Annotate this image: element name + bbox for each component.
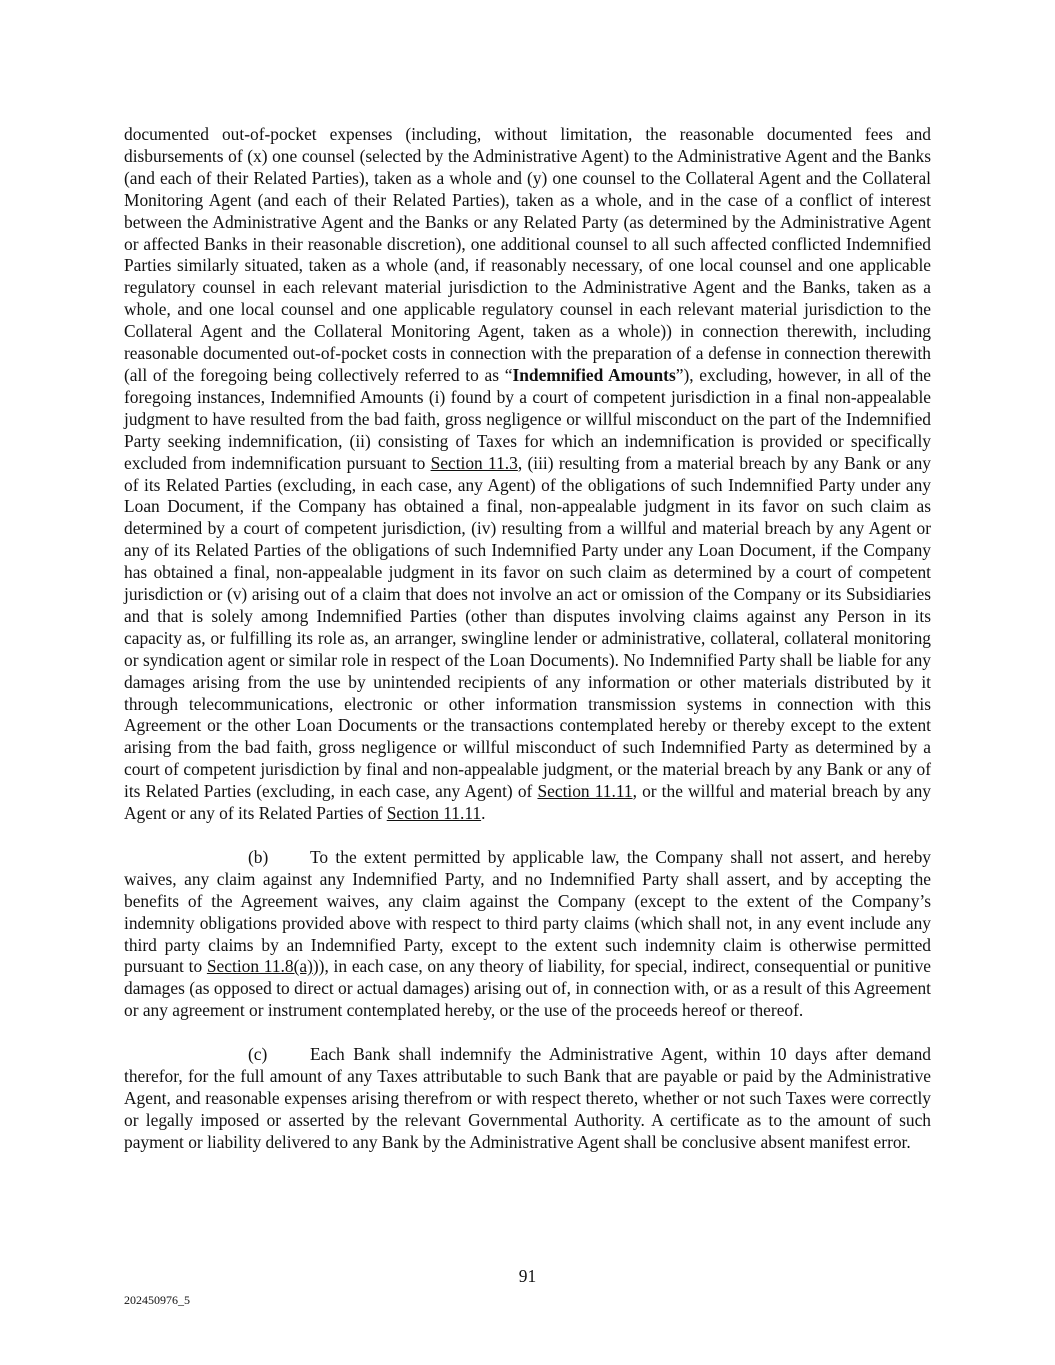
paragraph-b-label: (b) bbox=[248, 846, 269, 867]
para-a-text-5: . bbox=[481, 803, 486, 824]
para-b-text-2: )), in each case, on any theory of liability, for special, indirect, consequential or punitive damages (as opposed to direct or actual damages) arising out of, in connection with, or as a result of this Agreement or any agreement or instrument contemplated hereby, or the use of the proceeds hereof or thereof. bbox=[124, 956, 931, 1021]
document-id: 202450976_5 bbox=[124, 1293, 190, 1307]
para-a-text-1: documented out-of-pocket expenses (including, without limitation, the reasonable documented fees and disbursements of (x) one counsel (selected by the Administrative Agent) to the Administrative Agent and the Banks (and each of their Related Parties), taken as a whole and (y) one counsel to the Collateral Agent and the Collateral Monitoring Agent (and each of their Related Parties), taken as a whole, and in the case of a conflict of interest between the Administrative Agent and the Banks or any Related Party (as determined by the Administrative Agent or affected Banks in their reasonable discretion), one additional counsel to all such affected conflicted Indemnified Parties similarly situated, taken as a whole (and, if reasonably necessary, of one local counsel and one applicable regulatory counsel in each relevant material jurisdiction to the Administrative Agent and the Banks, taken as a whole, and one local counsel and one applicable regulatory counsel in each relevant material jurisdiction to the Collateral Agent and the Collateral Monitoring Agent, taken as a whole)) in connection therewith, including reasonable documented out-of-pocket costs in connection with the preparation of a defense in connection therewith (all of the foregoing being collectively referred to as “ bbox=[124, 124, 931, 385]
page-number: 91 bbox=[518, 1266, 537, 1286]
paragraph-c bbox=[124, 1044, 931, 1154]
section-reference-11-3: Section 11.3 bbox=[430, 452, 518, 473]
para-b-text-1: To the extent permitted by applicable law, the Company shall not assert, and hereby waives, any claim against any Indemnified Party, and no Indemnified Party shall assert, and by accepting the benefits of the Agreement waives, any claim against the Company (except to the extent of the Company’s indemnity obligations provided above with respect to third party claims (which shall not, in any event include any third party claims by an Indemnified Party, except to the extent such indemnity claim is otherwise permitted pursuant to bbox=[124, 846, 931, 977]
paragraph-a bbox=[124, 124, 931, 825]
para-a-text-3: , (iii) resulting from a material breach by any Bank or any of its Related Parties (excluding, in each case, any Agent) of the obligations of such Indemnified Party under any Loan Document, if the Company has obtained a final, non-appealable judgment in its favor on such claim as determined by a court of competent jurisdiction, (iv) resulting from a willful and material breach by any Agent or any of its Related Parties of the obligations of such Indemnified Party under any Loan Document, if the Company has obtained a final, non-appealable judgment in its favor on such claim as determined by a court of competent jurisdiction or (v) arising out of a claim that does not involve an act or omission of the Company or its Subsidiaries and that is solely among Indemnified Parties (other than disputes involving claims against any Person in its capacity as, or fulfilling its role as, an arranger, swingline lender or administrative, collateral, collateral monitoring or syndication agent or similar role in respect of the Loan Documents). No Indemnified Party shall be liable for any damages arising from the use by unintended recipients of any information or other materials distributed by it through telecommunications, electronic or other information transmission systems in connection with this Agreement or the other Loan Documents or the transactions contemplated hereby or thereby except to the extent arising from the bad faith, gross negligence or willful misconduct of such Indemnified Party as determined by a court of competent jurisdiction by final and non-appealable judgment, or the material breach by any Bank or any of its Related Parties (excluding, in each case, any Agent) of bbox=[124, 452, 931, 802]
section-reference-11-8a: Section 11.8(a) bbox=[206, 956, 313, 977]
paragraph-c-label: (c) bbox=[248, 1044, 268, 1065]
section-reference-11-11-first: Section 11.11 bbox=[537, 781, 633, 802]
body-text bbox=[124, 124, 931, 1154]
section-reference-11-11-second: Section 11.11 bbox=[386, 803, 482, 824]
para-a-text-2: ”), excluding, however, in all of the foregoing instances, Indemnified Amounts (i) found by a court of competent jurisdiction in a final non-appealable judgment to have resulted from the bad faith, gross negligence or willful misconduct on the part of the Indemnified Party seeking indemnification, (ii) consisting of Taxes for which an indemnification is provided or specifically excluded from indemnification pursuant to bbox=[124, 364, 931, 473]
para-c-text-1: Each Bank shall indemnify the Administrative Agent, within 10 days after demand therefor, for the full amount of any Taxes attributable to such Bank that are payable or paid by the Administrative Agent, and reasonable expenses arising therefrom or with respect thereto, whether or not such Taxes were correctly or legally imposed or asserted by the relevant Governmental Authority. A certificate as to the amount of such payment or liability delivered to any Bank by the Administrative Agent shall be conclusive absent manifest error. bbox=[124, 1044, 931, 1152]
para-a-text-4: , or the willful and material breach by any Agent or any of its Related Parties of bbox=[124, 781, 931, 824]
defined-term-indemnified-amounts: Indemnified Amounts bbox=[512, 364, 676, 385]
paragraph-b bbox=[124, 847, 931, 1022]
